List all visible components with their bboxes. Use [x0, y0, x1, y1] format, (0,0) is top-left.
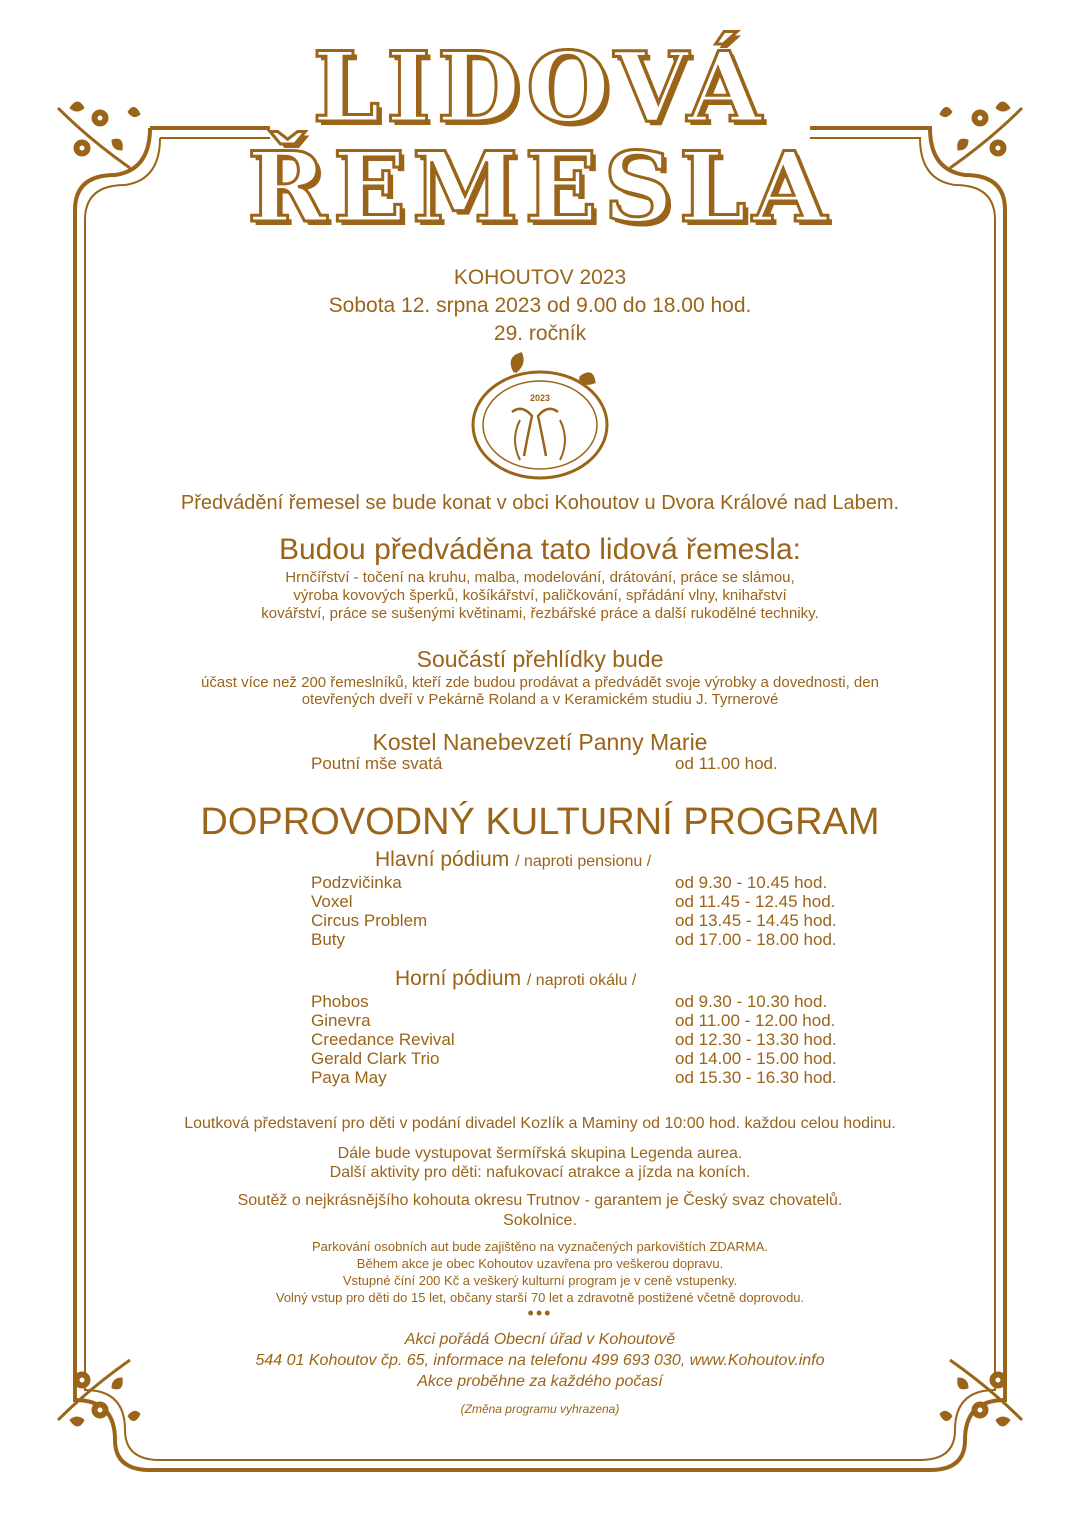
main-stage-schedule [311, 873, 851, 949]
crafts-line: výroba kovových šperků, košíkářství, paličkování, spřádání vlny, knihařství [293, 587, 787, 604]
rooster-wreath-logo [473, 354, 607, 478]
rooster-contest-note: Soutěž o nejkrásnějšího kohouta okresu Trutnov - garantem je Český svaz chovatelů. [237, 1192, 843, 1209]
falconry-note: Sokolnice. [503, 1212, 577, 1229]
fencing-note: Dále bude vystupovat šermířská skupina Legenda aurea. [337, 1145, 743, 1162]
performer-time: od 15.30 - 16.30 hod. [675, 1068, 837, 1087]
church-schedule [311, 754, 851, 773]
place-year: KOHOUTOV 2023 [453, 266, 627, 289]
event-date: Sobota 12. srpna 2023 od 9.00 do 18.00 hod. [328, 294, 752, 317]
performer-name: Voxel [311, 892, 353, 911]
performer-time: od 11.45 - 12.45 hod. [675, 892, 836, 911]
program-heading: DOPROVODNÝ KULTURNÍ PROGRAM [200, 801, 880, 843]
performer-time: od 12.30 - 13.30 hod. [675, 1030, 837, 1049]
info-line: Volný vstup pro děti do 15 let, občany starší 70 let a zdravotně postižené včetně doprovodu. [275, 1290, 805, 1305]
performer-name: Buty [311, 930, 346, 949]
schedule-row [311, 892, 851, 911]
show-line: otevřených dveří v Pekárně Roland a v Keramickém studiu J. Tyrnerové [301, 691, 779, 708]
performer-time: od 13.45 - 14.45 hod. [675, 911, 837, 930]
performer-time: od 17.00 - 18.00 hod. [675, 930, 837, 949]
performer-name: Ginevra [311, 1011, 371, 1030]
info-line: Během akce je obec Kohoutov uzavřena pro veškerou dopravu. [356, 1256, 724, 1271]
performer-name: Circus Problem [311, 911, 428, 930]
intro-text: Předvádění řemesel se bude konat v obci Kohoutov u Dvora Králové nad Labem. [180, 492, 900, 514]
main-stage-note: / naproti pensionu / [515, 853, 652, 870]
performer-name: Creedance Revival [311, 1030, 455, 1049]
upper-stage-schedule [311, 992, 851, 1087]
puppets-note: Loutková představení pro děti v podání divadel Kozlík a Maminy od 10:00 hod. každou celou hodinu. [184, 1115, 896, 1132]
performer-name: Gerald Clark Trio [311, 1049, 440, 1068]
schedule-row [311, 1068, 851, 1087]
performer-time: od 14.00 - 15.00 hod. [675, 1049, 837, 1068]
schedule-row [311, 873, 851, 892]
upper-stage-heading [395, 967, 636, 993]
disclaimer: (Změna programu vyhrazena) [460, 1402, 620, 1416]
performer-name: Paya May [311, 1068, 387, 1087]
schedule-row [311, 1011, 851, 1030]
show-heading: Součástí přehlídky bude [416, 646, 664, 672]
schedule-row [311, 1049, 851, 1068]
performer-name: Podzvičinka [311, 873, 402, 892]
title-line-2: ŘEMESLA [247, 131, 833, 244]
separator-dots: ••• [527, 1303, 553, 1323]
church-heading: Kostel Nanebevzetí Panny Marie [372, 729, 708, 755]
kids-note: Další aktivity pro děti: nafukovací atrakce a jízda na koních. [329, 1164, 751, 1181]
crafts-line: Hrnčířství - točení na kruhu, malba, modelování, drátování, práce se slámou, [285, 569, 795, 586]
organizer: Akci pořádá Obecní úřad v Kohoutově [404, 1331, 676, 1348]
schedule-row [311, 992, 851, 1011]
performer-time: od 9.30 - 10.45 hod. [675, 873, 828, 892]
main-stage-name: Hlavní pódium [375, 848, 510, 871]
schedule-row [311, 930, 851, 949]
show-line: účast více než 200 řemeslníků, kteří zde budou prodávat a předvádět svoje výrobky a dovednosti, den [201, 674, 879, 691]
performer-name: Phobos [311, 992, 369, 1011]
schedule-row [311, 911, 851, 930]
crafts-line: kovářství, práce se sušenými květinami, řezbářské práce a další rukodělné techniky. [261, 605, 819, 622]
logo-year: 2023 [529, 393, 551, 403]
title-line-1: LIDOVÁ [312, 31, 768, 144]
main-stage-heading [375, 848, 651, 874]
church-item: Poutní mše svatá [311, 754, 443, 773]
edition: 29. ročník [493, 322, 587, 345]
schedule-row [311, 1030, 851, 1049]
church-time: od 11.00 hod. [675, 754, 778, 773]
upper-stage-name: Horní pódium [395, 967, 522, 990]
weather-note: Akce proběhne za každého počasí [417, 1373, 663, 1390]
upper-stage-note: / naproti okálu / [526, 972, 637, 989]
contact-info: 544 01 Kohoutov čp. 65, informace na telefonu 499 693 030, www.Kohoutov.info [255, 1352, 825, 1369]
performer-time: od 11.00 - 12.00 hod. [675, 1011, 836, 1030]
schedule-row [311, 754, 851, 773]
info-line: Parkování osobních aut bude zajištěno na vyznačených parkovištích ZDARMA. [312, 1239, 768, 1254]
info-line: Vstupné číní 200 Kč a veškerý kulturní program je v ceně vstupenky. [342, 1273, 738, 1288]
crafts-heading: Budou předváděna tato lidová řemesla: [278, 533, 801, 566]
performer-time: od 9.30 - 10.30 hod. [675, 992, 828, 1011]
